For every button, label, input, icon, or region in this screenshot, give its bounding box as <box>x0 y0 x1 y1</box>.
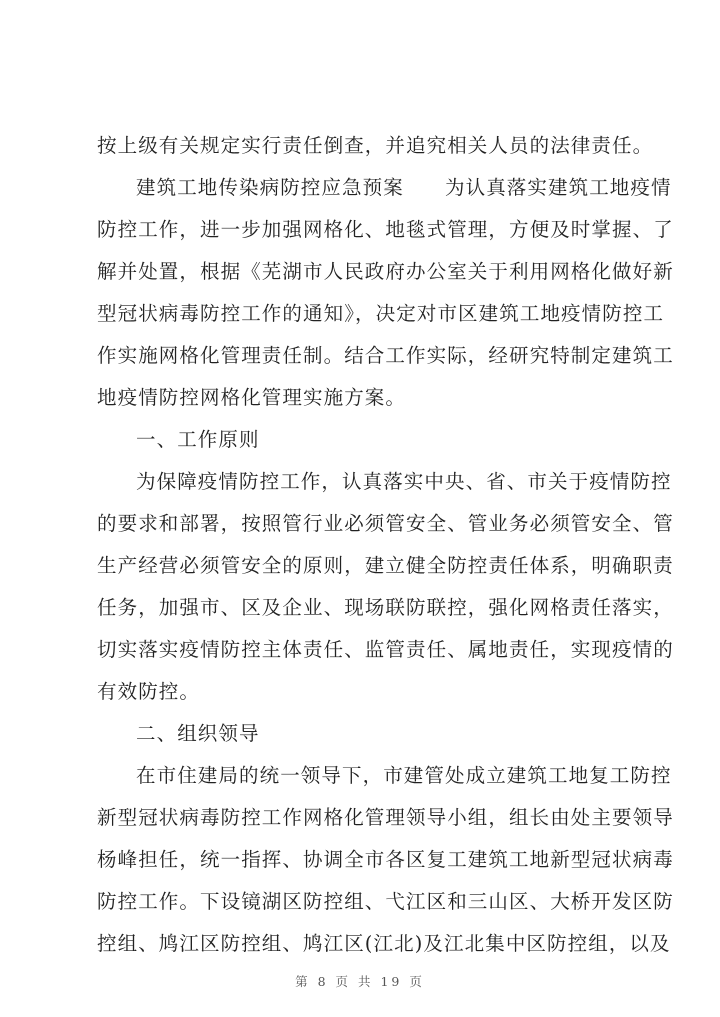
section-heading-principles: 一、工作原则 <box>136 428 260 451</box>
text-line: 生产经营必须管安全的原则，建立健全防控责任体系，明确职责 <box>97 554 674 577</box>
paragraph-start-line: 为保障疫情防控工作，认真落实中央、省、市关于疫情防控 <box>136 470 672 493</box>
text-line: 型冠状病毒防控工作的通知》，决定对市区建筑工地疫情防控工 <box>97 302 665 325</box>
text-line: 有效防控。 <box>97 680 201 703</box>
paragraph-start-line: 建筑工地传染病防控应急预案 为认真落实建筑工地疫情 <box>136 176 672 199</box>
text-line: 防控工作。下设镜湖区防控组、弋江区和三山区、大桥开发区防 <box>97 890 674 913</box>
text-line: 按上级有关规定实行责任倒查，并追究相关人员的法律责任。 <box>97 134 654 157</box>
text-line: 任务，加强市、区及企业、现场联防联控，强化网格责任落实， <box>97 596 674 619</box>
text-line: 新型冠状病毒防控工作网格化管理领导小组，组长由处主要领导 <box>97 806 674 829</box>
page-footer: 第 8 页 共 19 页 <box>295 974 425 989</box>
text-line: 的要求和部署，按照管行业必须管安全、管业务必须管安全、管 <box>97 512 674 535</box>
text-line: 作实施网格化管理责任制。结合工作实际，经研究特制定建筑工 <box>97 344 674 367</box>
text-line: 控组、鸠江区防控组、鸠江区(江北)及江北集中区防控组，以及 <box>97 932 671 955</box>
text-line: 防控工作，进一步加强网格化、地毯式管理，方便及时掌握、了 <box>97 218 674 241</box>
section-heading-organization: 二、组织领导 <box>136 722 260 745</box>
text-line: 解并处置，根据《芜湖市人民政府办公室关于利用网格化做好新 <box>97 260 674 283</box>
text-line: 切实落实疫情防控主体责任、监管责任、属地责任，实现疫情的 <box>97 638 674 661</box>
paragraph-start-line: 在市住建局的统一领导下，市建管处成立建筑工地复工防控 <box>136 764 672 787</box>
text-line: 地疫情防控网格化管理实施方案。 <box>97 386 407 409</box>
text-line: 杨峰担任，统一指挥、协调全市各区复工建筑工地新型冠状病毒 <box>97 848 674 871</box>
